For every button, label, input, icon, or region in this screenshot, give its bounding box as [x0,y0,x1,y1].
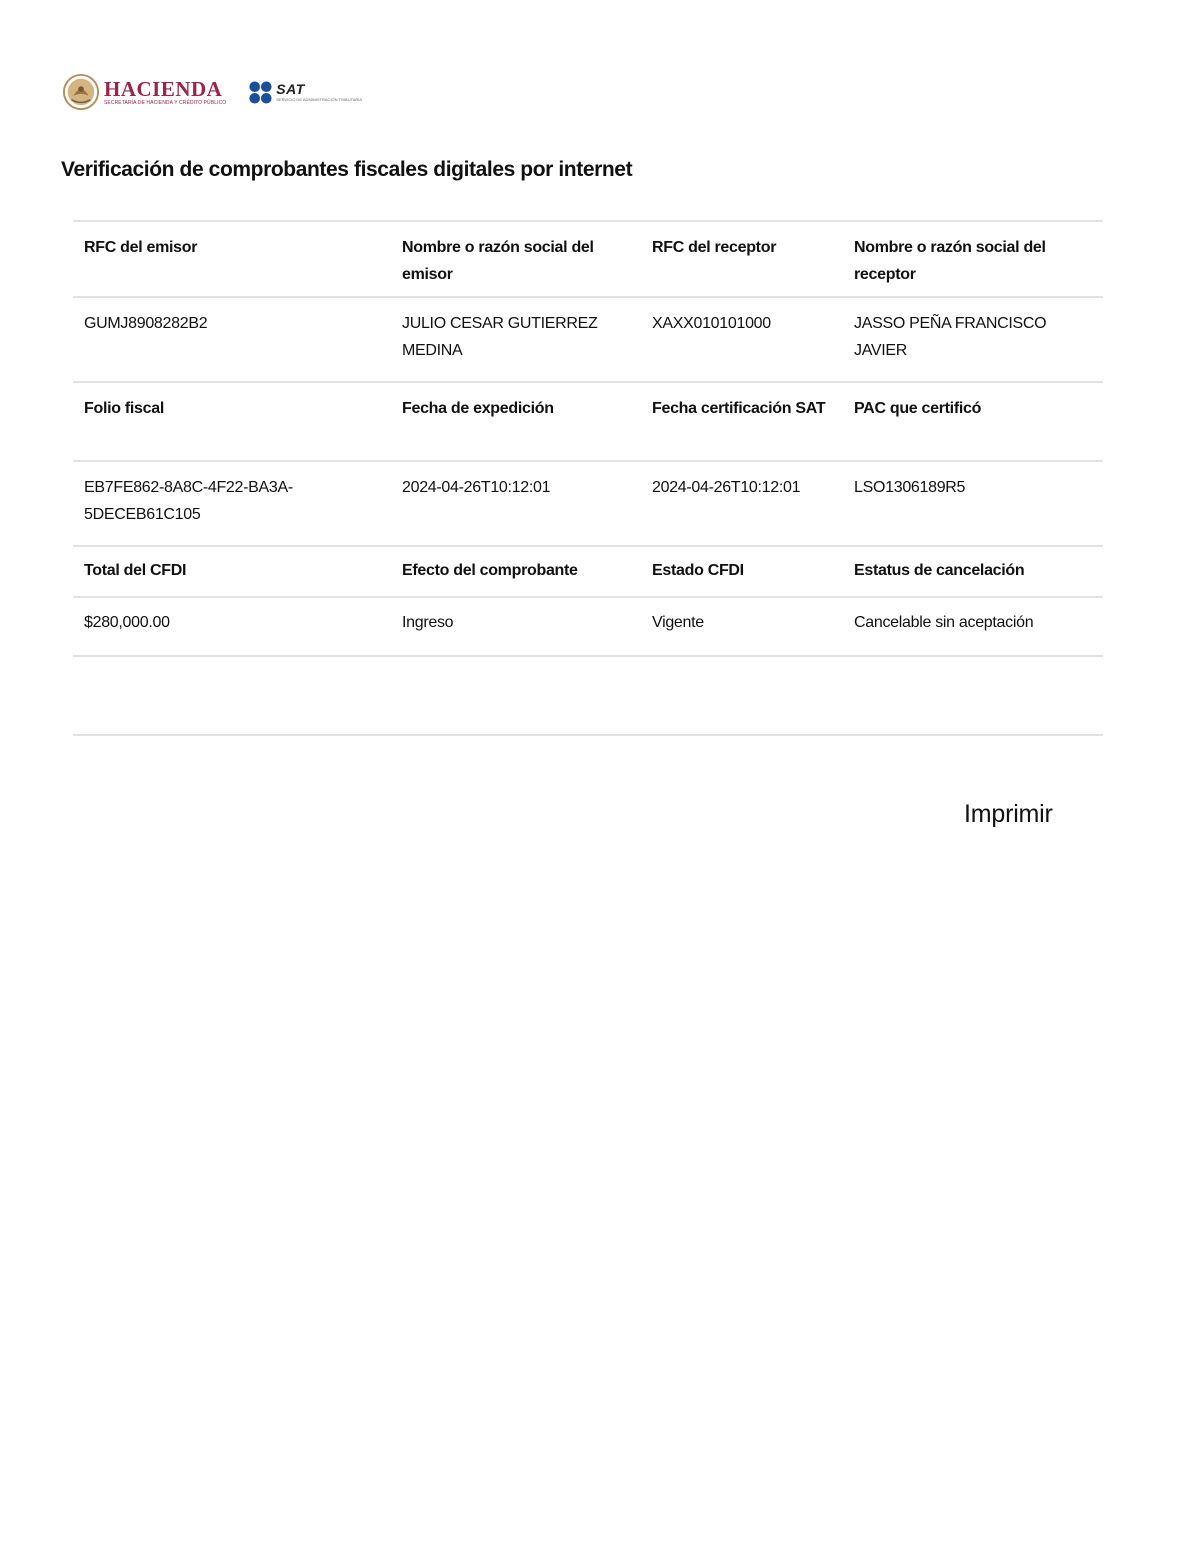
header-total: Total del CFDI [84,562,187,579]
table-header-row [73,547,1103,598]
value-estado: Vigente [652,614,704,631]
header [62,72,362,112]
sat-name: SAT [276,80,305,97]
sat-subtitle: SERVICIO DE ADMINISTRACIÓN TRIBUTARIA [276,96,363,102]
header-pac: PAC que certificó [854,400,982,417]
sat-dots-icon [248,80,273,105]
header-rfc-receptor: RFC del receptor [652,239,777,256]
header-nombre-emisor: Nombre o razón social del emisor [402,239,594,283]
hacienda-logo [62,73,226,111]
value-fecha-expedicion: 2024-04-26T10:12:01 [402,479,551,496]
hacienda-subtitle: SECRETARÍA DE HACIENDA Y CRÉDITO PÚBLICO [104,99,227,106]
divider [73,734,1103,736]
value-fecha-certificacion: 2024-04-26T10:12:01 [652,479,801,496]
header-efecto: Efecto del comprobante [402,562,578,579]
table-header-row [73,383,1103,462]
header-estado: Estado CFDI [652,562,744,579]
verification-table [73,220,1103,657]
table-header-row [73,222,1103,298]
header-nombre-receptor: Nombre o razón social del receptor [854,239,1046,283]
value-rfc-emisor: GUMJ8908282B2 [84,315,208,332]
header-rfc-emisor: RFC del emisor [84,239,198,256]
value-estatus-cancelacion: Cancelable sin aceptación [854,614,1034,631]
value-nombre-receptor: JASSO PEÑA FRANCISCO JAVIER [854,315,1047,359]
mexico-coat-of-arms-icon [62,73,100,111]
value-folio-fiscal: EB7FE862-8A8C-4F22-BA3A-5DECEB61C105 [84,479,293,523]
header-folio-fiscal: Folio fiscal [84,400,164,417]
value-efecto: Ingreso [402,614,454,631]
print-button[interactable]: Imprimir [964,800,1053,828]
value-total: $280,000.00 [84,614,170,631]
value-nombre-emisor: JULIO CESAR GUTIERREZ MEDINA [402,315,598,359]
page-title: Verificación de comprobantes fiscales digitales por internet [61,158,633,181]
value-pac: LSO1306189R5 [854,479,966,496]
table-row [73,598,1103,657]
header-fecha-expedicion: Fecha de expedición [402,400,554,417]
table-row [73,298,1103,383]
header-fecha-certificacion: Fecha certificación SAT [652,400,826,417]
value-rfc-receptor: XAXX010101000 [652,315,771,332]
header-estatus-cancelacion: Estatus de cancelación [854,562,1025,579]
sat-logo [248,80,362,105]
table-row [73,462,1103,547]
hacienda-name: HACIENDA [104,76,223,101]
